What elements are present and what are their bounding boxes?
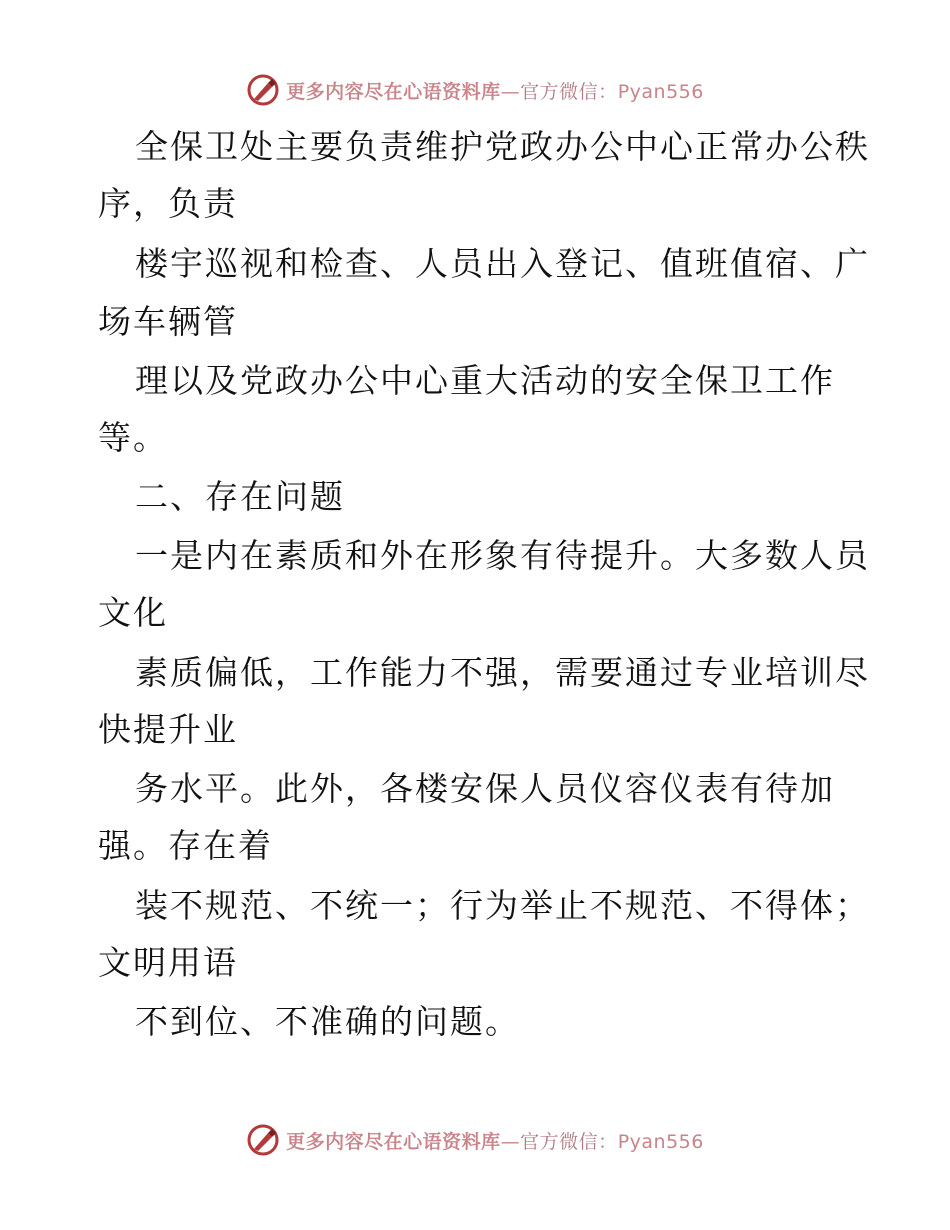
text-line: 序，负责 xyxy=(98,184,238,223)
text-line: 理以及党政办公中心重大活动的安全保卫工作 xyxy=(135,361,835,400)
text-line: 场车辆管 xyxy=(98,302,238,341)
banner-dash: — xyxy=(500,80,521,103)
banner-main-text: 更多内容尽在心语资料库 xyxy=(286,1130,501,1153)
text-line: 素质偏低，工作能力不强，需要通过专业培训尽 xyxy=(135,653,870,692)
pen-logo-icon xyxy=(246,1123,280,1157)
banner-official-label: 官方微信： xyxy=(520,1130,618,1153)
pen-logo-icon xyxy=(246,73,280,107)
text-line: 装不规范、不统一；行为举止不规范、不得体； xyxy=(135,886,870,925)
text-line: 务水平。此外，各楼安保人员仪容仪表有待加 xyxy=(135,769,835,808)
text-line: 强。存在着 xyxy=(98,826,273,865)
banner-wechat-id: Pyan556 xyxy=(617,80,704,103)
footer-banner xyxy=(0,1120,950,1160)
banner-text xyxy=(286,1127,704,1154)
text-line: 文化 xyxy=(98,593,168,632)
text-line: 快提升业 xyxy=(98,710,238,749)
text-line: 文明用语 xyxy=(98,943,238,982)
text-line: 一是内在素质和外在形象有待提升。大多数人员 xyxy=(135,536,870,575)
banner-main-text: 更多内容尽在心语资料库 xyxy=(286,80,501,103)
text-line: 不到位、不准确的问题。 xyxy=(135,1002,520,1041)
section-heading: 二、存在问题 xyxy=(135,477,345,516)
banner-text xyxy=(286,77,704,104)
banner-wechat-id: Pyan556 xyxy=(617,1130,704,1153)
banner-official-label: 官方微信： xyxy=(520,80,618,103)
text-line: 等。 xyxy=(98,418,168,457)
text-line: 楼宇巡视和检查、人员出入登记、值班值宿、广 xyxy=(135,244,870,283)
header-banner xyxy=(0,70,950,110)
banner-dash: — xyxy=(500,1130,521,1153)
text-line: 全保卫处主要负责维护党政办公中心正常办公秩 xyxy=(135,127,870,166)
